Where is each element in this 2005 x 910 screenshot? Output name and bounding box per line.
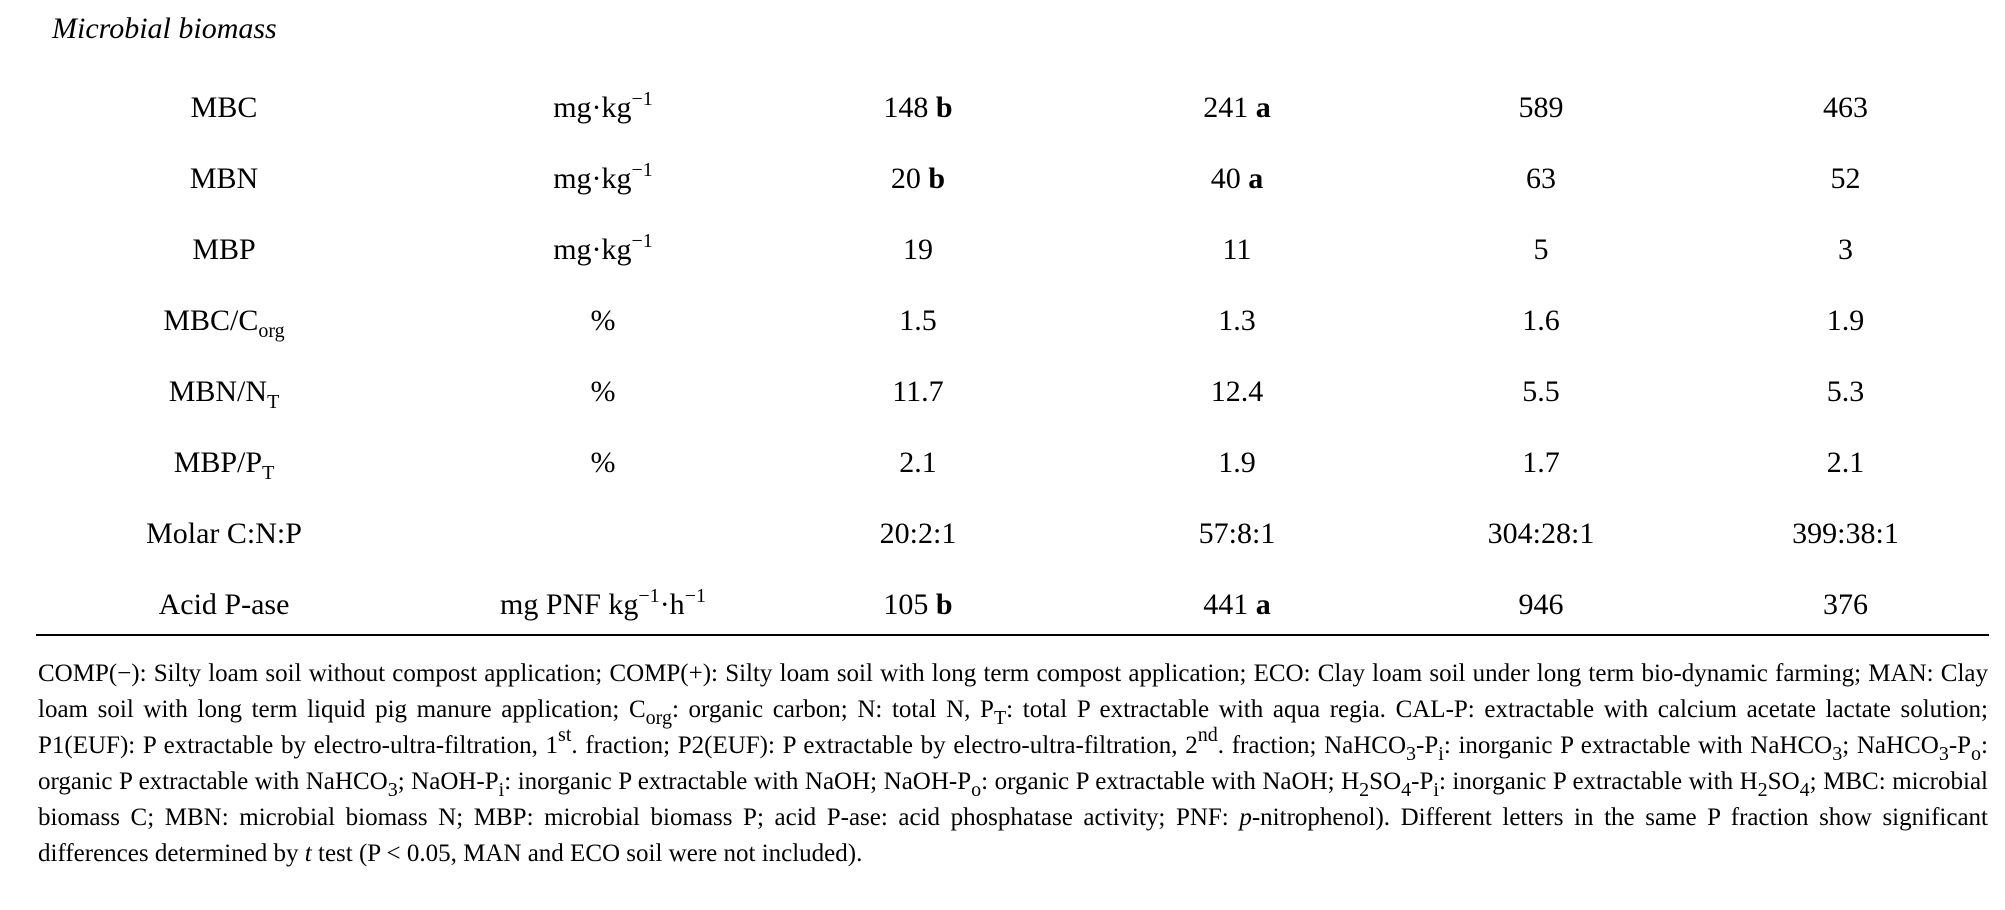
table-row <box>0 498 2005 569</box>
value-cell: 589 <box>1518 90 1564 124</box>
value-cell: 11.7 <box>892 374 944 408</box>
unit-cell: mg PNF $kg^{-1}\cdot h^{-1}$ <box>500 584 706 621</box>
value-cell: 1.7 <box>1522 445 1560 479</box>
value-cell: 1.6 <box>1522 303 1560 337</box>
value-cell: 376 <box>1823 587 1868 621</box>
footnote-run: : inorganic P extractable with NaOH; NaOH-P <box>504 768 972 795</box>
table-row <box>0 356 2005 427</box>
footnote-run: : organic P extractable with NaOH; H <box>981 768 1360 795</box>
footnote-run: nd <box>1197 724 1218 746</box>
parameter-cell: MBC <box>190 90 258 124</box>
value-cell: 463 <box>1823 90 1868 124</box>
footnote-run: 2 <box>1359 779 1370 801</box>
value-cell: 1.5 <box>899 303 937 337</box>
value-cell: 63 <box>1526 161 1556 195</box>
unit-cell: % <box>590 303 616 337</box>
unit-cell: $mg\cdot kg^{-1}$ <box>553 229 653 266</box>
value-cell: 399:38:1 <box>1792 516 1899 550</box>
value-cell: 105 b <box>883 587 953 621</box>
parameter-cell: MBP <box>192 232 256 266</box>
footnote-run: org <box>645 707 672 729</box>
value-cell: 12.4 <box>1210 374 1264 408</box>
value-cell: 148 b <box>883 90 953 124</box>
footnote-run: : total P extractable with aqua regia. CAL-P: extractable with calcium acetate lactate solution; P1(EUF): P extractable by electro-ultra-filtration, 1 <box>38 696 1988 759</box>
footnote-run: 3 <box>1832 743 1843 765</box>
table-body <box>0 72 2005 640</box>
microbial-biomass-table <box>0 72 2005 640</box>
value-cell: 946 <box>1518 587 1564 621</box>
value-cell: 19 <box>903 232 933 266</box>
footnote-run: 4 <box>1401 779 1412 801</box>
footnote-run: t <box>304 840 312 867</box>
footnote-run: -P <box>1416 732 1439 759</box>
value-cell: 1.9 <box>1826 303 1865 337</box>
footnote-run: ; NaOH-P <box>397 768 499 795</box>
footnote-run: ; NaHCO <box>1842 732 1939 759</box>
footnote-run: -nitrophenol). Different letters in the same P fraction show significant differences determined by <box>38 804 1988 867</box>
parameter-cell: MBP/$P_T$ <box>173 445 275 484</box>
value-cell: 20 b <box>890 161 946 195</box>
unit-cell: $mg\cdot kg^{-1}$ <box>553 158 653 195</box>
value-cell: 2.1 <box>899 445 937 479</box>
value-cell: 52 <box>1830 161 1861 195</box>
footnote-run: 3 <box>1406 743 1417 765</box>
parameter-cell: MBN/$N_T$ <box>168 374 280 413</box>
table-footnote <box>38 656 1988 872</box>
section-title: Microbial biomass <box>52 12 277 45</box>
footnote-run: 3 <box>1938 743 1949 765</box>
value-cell: 2.1 <box>1826 445 1865 479</box>
value-cell: 11 <box>1222 232 1252 266</box>
footnote-run: ; MBC: microbial biomass C; MBN: microbial biomass N; MBP: microbial biomass P; acid P-ase: acid phosphatase activity; PNF: <box>38 768 1988 831</box>
parameter-cell: Molar C:N:P <box>146 516 302 550</box>
value-cell: 5 <box>1533 232 1549 266</box>
footnote-run: SO <box>1767 768 1800 795</box>
footnote-text <box>38 656 1988 872</box>
footnote-run: . fraction; NaHCO <box>1217 732 1407 759</box>
footnote-run: 3 <box>387 779 398 801</box>
footnote-run: p <box>1239 804 1252 831</box>
value-cell: 5.3 <box>1826 374 1865 408</box>
unit-cell <box>448 498 758 569</box>
table-row <box>0 569 2005 640</box>
value-cell: 304:28:1 <box>1487 516 1595 550</box>
value-cell: 20:2:1 <box>879 516 957 550</box>
unit-cell: $mg\cdot kg^{-1}$ <box>553 87 653 124</box>
value-cell: 1.3 <box>1218 303 1256 337</box>
value-cell: 241 a <box>1203 90 1271 124</box>
value-cell: 57:8:1 <box>1198 516 1276 550</box>
footnote-run: . fraction; P2(EUF): P extractable by electro-ultra-filtration, 2 <box>571 732 1198 759</box>
parameter-cell: MBN <box>189 161 259 195</box>
value-cell: 441 a <box>1203 587 1271 621</box>
footnote-run: test (P < 0.05, MAN and ECO soil were not included). <box>311 840 863 867</box>
unit-cell: % <box>590 445 616 479</box>
table-row <box>0 72 2005 143</box>
footnote-run: -P <box>1948 732 1972 759</box>
footnote-run: COMP(−): Silty loam soil without compost application; COMP(+): Silty loam soil with long term compost application; ECO: Clay loam soil under long term bio-dynamic farming; MAN: Clay loam soil with long term liquid pig manure application; C <box>38 660 1988 723</box>
footnote-run: : organic carbon; N: total N, P <box>671 696 994 723</box>
footnote-run: SO <box>1369 768 1402 795</box>
value-cell: 3 <box>1838 232 1853 266</box>
footnote-run: : inorganic P extractable with H <box>1438 768 1758 795</box>
parameter-cell: MBC/$C_{org}$ <box>163 303 285 342</box>
table-row <box>0 427 2005 498</box>
footnote-run: st <box>558 724 572 746</box>
footnote-run: : inorganic P extractable with NaHCO <box>1443 732 1833 759</box>
table-row <box>0 214 2005 285</box>
parameter-cell: Acid P-ase <box>158 587 290 621</box>
value-cell: 1.9 <box>1218 445 1256 479</box>
table-bottom-rule <box>36 634 1989 636</box>
footnote-run: i <box>1438 743 1444 765</box>
footnote-run: 2 <box>1757 779 1768 801</box>
value-cell: 5.5 <box>1522 374 1560 408</box>
table-row <box>0 143 2005 214</box>
table-row <box>0 285 2005 356</box>
footnote-run: -P <box>1411 768 1434 795</box>
footnote-run: i <box>498 779 505 801</box>
value-cell: 40 a <box>1210 161 1264 195</box>
footnote-run: o <box>971 779 982 801</box>
footnote-run: i <box>1433 779 1439 801</box>
footnote-run: T <box>993 707 1007 729</box>
footnote-run: : organic P extractable with NaHCO <box>38 732 1988 795</box>
footnote-run: o <box>1971 743 1982 765</box>
unit-cell: % <box>590 374 616 408</box>
footnote-run: 4 <box>1799 779 1810 801</box>
